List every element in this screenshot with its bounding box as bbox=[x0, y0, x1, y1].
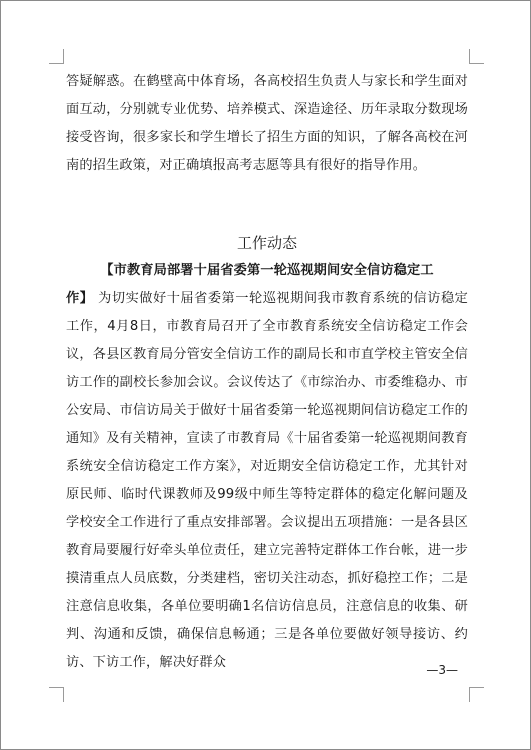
crop-mark-top-right bbox=[469, 49, 484, 64]
article-title-line2: 作】 bbox=[66, 291, 94, 306]
section-heading: 工作动态 bbox=[236, 234, 297, 252]
crop-mark-bottom-left bbox=[49, 687, 64, 702]
crop-mark-top-left bbox=[49, 49, 64, 64]
article-title-line1: 【市教育局部署十届省委第一轮巡视期间安全信访稳定工 bbox=[100, 263, 434, 278]
intro-paragraph: 答疑解惑。在鹤壁高中体育场，各高校招生负责人与家长和学生面对面互动，分别就专业优势、培养模式、深造途径、历年录取分数现场接受咨询，很多家长和学生增长了招生方面的知识，了解各高校在河南的招生政策，对正确填报高考志愿等具有很好的指导作用。 bbox=[66, 74, 468, 173]
article-body: 为切实做好十届省委第一轮巡视期间我市教育系统的信访稳定工作，4月8日，市教育局召开了全市教育系统安全信访稳定工作会议，各县区教育局分管安全信访工作的副局长和市直学校主管安全信访工作的副校长参加会议。会议传达了《市综治办、市委维稳办、市公安局、市信访局关于做好十届省委第一轮巡视期间信访稳定工作的通知》及有关精神，宣读了市教育局《十届省委第一轮巡视期间教育系统安全信访稳定工作方案》，对近期安全信访稳定工作，尤其针对原民师、临时代课教师及99级中师生等特定群体的稳定化解问题及学校安全工作进行了重点安排部署。会议提出五项措施：一是各县区教育局要履行好牵头单位责任，建立完善特定群体工作台帐，进一步摸清重点人员底数，分类建档，密切关注动态，抓好稳控工作；二是注意信息收集，各单位要明确1名信访信息员，注意信息的收集、研判、沟通和反馈，确保信息畅通；三是各单位要做好领导接访、约访、下访工作，解决好群众 bbox=[66, 291, 468, 670]
crop-mark-bottom-right bbox=[469, 687, 484, 702]
page-number: —3— bbox=[426, 663, 458, 677]
article bbox=[66, 257, 468, 677]
